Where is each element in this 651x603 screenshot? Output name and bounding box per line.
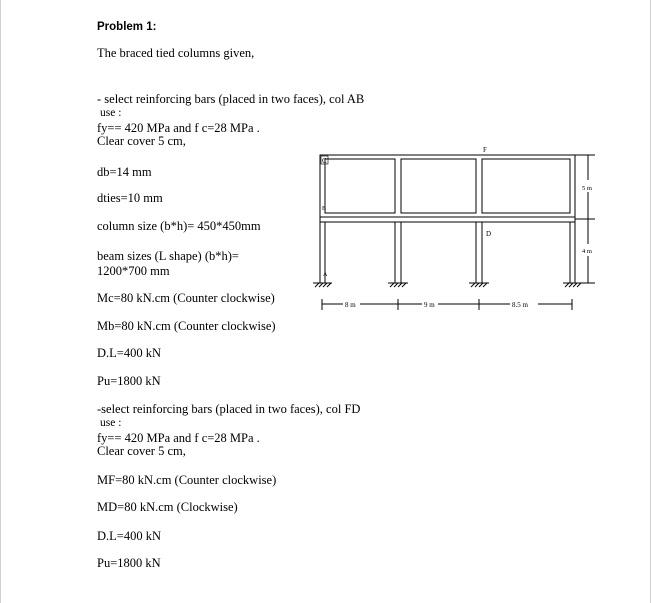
horizontal-dimension-line xyxy=(322,299,572,310)
support-3 xyxy=(469,283,489,287)
support-4 xyxy=(563,283,583,287)
col-fd-use: use : xyxy=(100,417,122,429)
col-fd-steel: fy== 420 MPa and f c=28 MPa . xyxy=(97,431,260,445)
label-d: D xyxy=(486,230,492,238)
col-fd-task: -select reinforcing bars (placed in two faces), col FD xyxy=(97,402,361,416)
label-f: F xyxy=(483,146,487,154)
col-ab-beam-size: beam sizes (L shape) (b*h)= xyxy=(97,249,239,263)
upper-bay-1 xyxy=(325,159,395,213)
problem-intro: The braced tied columns given, xyxy=(97,46,255,60)
dim-bottom-storey: 4 m xyxy=(582,248,592,255)
upper-bay-2 xyxy=(401,159,476,213)
col-fd-cover: Clear cover 5 cm, xyxy=(97,444,186,458)
col-fd-mf: MF=80 kN.cm (Counter clockwise) xyxy=(97,473,277,487)
label-a: A xyxy=(323,272,328,278)
dim-span-3: 8.5 m xyxy=(512,301,528,309)
vertical-dimension-line xyxy=(575,155,595,283)
label-c: C xyxy=(322,157,327,165)
upper-bay-3 xyxy=(482,159,570,213)
col-ab-task: - select reinforcing bars (placed in two faces), col AB xyxy=(97,92,365,106)
col-ab-db: db=14 mm xyxy=(97,165,152,179)
col-ab-column-size: column size (b*h)= 450*450mm xyxy=(97,219,261,233)
col-ab-beam-size-value: 1200*700 mm xyxy=(97,264,170,278)
col-fd-dl: D.L=400 kN xyxy=(97,529,161,543)
col-ab-dl: D.L=400 kN xyxy=(97,346,161,360)
dim-span-1: 8 m xyxy=(345,301,356,309)
column-4 xyxy=(570,222,575,283)
column-d xyxy=(476,222,482,283)
col-ab-dties: dties=10 mm xyxy=(97,191,163,205)
upper-storey-outline xyxy=(320,155,575,217)
col-ab-mc: Mc=80 kN.cm (Counter clockwise) xyxy=(97,291,275,305)
support-2 xyxy=(388,283,408,287)
col-ab-use: use : xyxy=(100,107,122,119)
column-2 xyxy=(395,222,401,283)
col-ab-steel: fy== 420 MPa and f c=28 MPa . xyxy=(97,121,260,135)
col-ab-mb: Mb=80 kN.cm (Counter clockwise) xyxy=(97,319,276,333)
col-fd-md: MD=80 kN.cm (Clockwise) xyxy=(97,500,238,514)
col-ab-cover: Clear cover 5 cm, xyxy=(97,134,186,148)
col-ab-pu: Pu=1800 kN xyxy=(97,374,161,388)
col-fd-pu: Pu=1800 kN xyxy=(97,556,161,570)
label-b: B xyxy=(322,206,327,212)
support-1 xyxy=(313,283,332,287)
problem-heading: Problem 1: xyxy=(97,21,157,33)
dim-span-2: 9 m xyxy=(424,301,435,309)
first-floor-beam xyxy=(320,217,575,222)
frame-diagram xyxy=(300,140,610,325)
dim-top-storey: 5 m xyxy=(582,185,592,192)
